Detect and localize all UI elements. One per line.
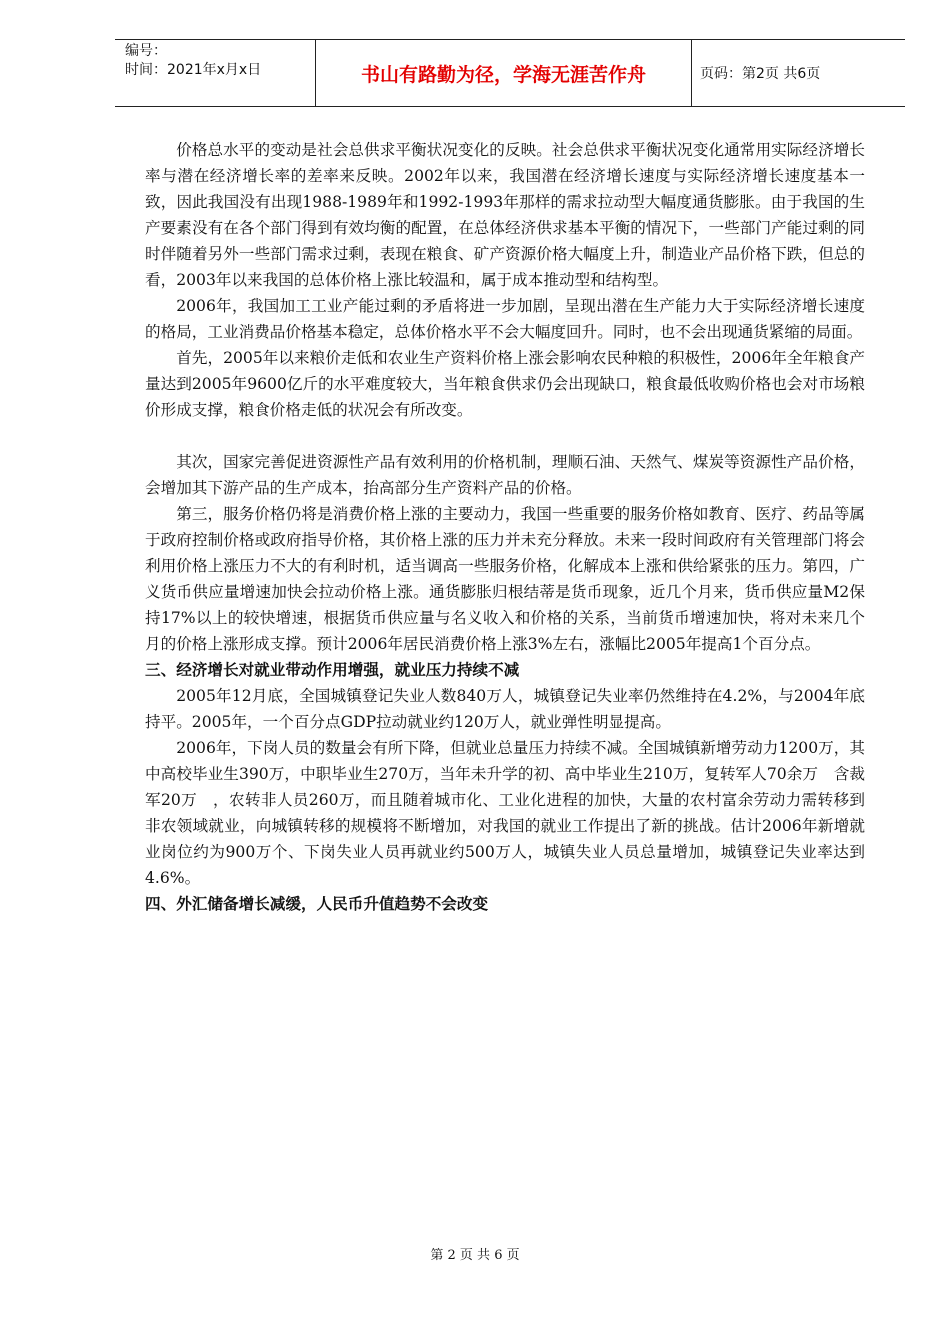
number-label: 编号： [125, 43, 167, 59]
paragraph-price-level: 价格总水平的变动是社会总供求平衡状况变化的反映。社会总供求平衡状况变化通常用实际经济增长率与潜在经济增长率的差率来反映。2002年以来，我国潜在经济增长速度与实际经济增长速度基本一致，因此我国没有出现1988-1989年和1992-1993年那样的需求拉动型大幅度通货膨胀。由于我国的生产要素没有在各个部门得到有效均衡的配置，在总体经济供求基本平衡的情况下，一些部门产能过剩的同时伴随着另外一些部门需求过剩，表现在粮食、矿产资源价格大幅度上升，制造业产品价格下跌，但总的看，2003年以来我国的总体价格上涨比较温和，属于成本推动型和结构型。 [145, 141, 865, 289]
section-heading-employment: 三、经济增长对就业带动作用增强，就业压力持续不减 [145, 661, 520, 679]
paragraph-2006-overcapacity: 2006年，我国加工工业产能过剩的矛盾将进一步加剧，呈现出潜在生产能力大于实际经济增长速度的格局，工业消费品价格基本稳定，总体价格水平不会大幅度回升。同时，也不会出现通货紧缩的局面。 [145, 297, 865, 341]
header-motto: 书山有路勤为径，学海无涯苦作舟 [316, 40, 692, 106]
paragraph-unemployment-2005: 2005年12月底，全国城镇登记失业人数840万人，城镇登记失业率仍然维持在4.2%，与2004年底持平。2005年，一个百分点GDP拉动就业约120万人，就业弹性明显提高。 [145, 687, 865, 731]
paragraph-service-price: 第三，服务价格仍将是消费价格上涨的主要动力，我国一些重要的服务价格如教育、医疗、药品等属于政府控制价格或政府指导价格，其价格上涨的压力并未充分释放。未来一段时间政府有关管理部门将会利用价格上涨压力不大的有利时机，适当调高一些服务价格，化解成本上涨和供给紧张的压力。第四，广义货币供应量增速加快会拉动价格上涨。通货膨胀归根结蒂是货币现象，近几个月来，货币供应量M2保持17%以上的较快增速，根据货币供应量与名义收入和价格的关系，当前货币增速加快，将对未来几个月的价格上涨形成支撑。预计2006年居民消费价格上涨3%左右，涨幅比2005年提高1个百分点。 [145, 505, 865, 653]
page-footer: 第 2 页 共 6 页 [430, 1248, 520, 1263]
header-page-number: 页码：第2页 共6页 [700, 66, 821, 82]
page-header [115, 39, 905, 107]
blank-line [145, 423, 865, 449]
time-label: 时间：2021年x月x日 [125, 62, 262, 78]
header-meta [115, 40, 316, 106]
document-body [145, 137, 865, 917]
paragraph-grain-price: 首先，2005年以来粮价走低和农业生产资料价格上涨会影响农民种粮的积极性，2006年全年粮食产量达到2005年9600亿斤的水平难度较大，当年粮食供求仍会出现缺口，粮食最低收购价格也会对市场粮价形成支撑，粮食价格走低的状况会有所改变。 [145, 349, 865, 419]
section-heading-forex: 四、外汇储备增长减缓，人民币升值趋势不会改变 [145, 895, 489, 913]
paragraph-resource-price: 其次，国家完善促进资源性产品有效利用的价格机制，理顺石油、天然气、煤炭等资源性产品价格，会增加其下游产品的生产成本，抬高部分生产资料产品的价格。 [145, 453, 865, 497]
paragraph-employment-2006: 2006年，下岗人员的数量会有所下降，但就业总量压力持续不减。全国城镇新增劳动力1200万，其中高校毕业生390万，中职毕业生270万，当年未升学的初、高中毕业生210万，复转军人70余万 含裁军20万 ，农转非人员260万，而且随着城市化、工业化进程的加快，大量的农村富余劳动力需转移到非农领域就业，向城镇转移的规模将不断增加，对我国的就业工作提出了新的挑战。估计2006年新增就业岗位约为900万个、下岗失业人员再就业约500万人，城镇失业人员总量增加，城镇登记失业率达到4.6%。 [145, 739, 865, 887]
